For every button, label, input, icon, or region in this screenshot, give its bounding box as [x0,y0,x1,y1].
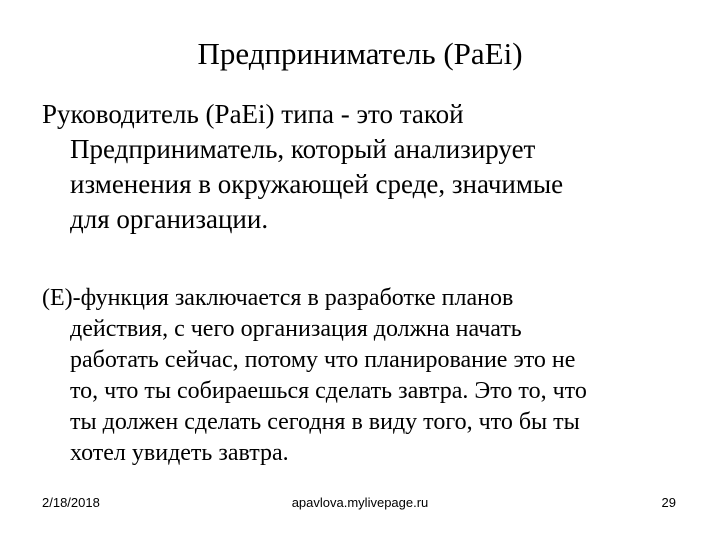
paragraph-line: хотел увидеть завтра. [70,440,289,466]
paragraph-line: работать сейчас, потому что планирование это не [70,347,576,373]
paragraph-line: для организации. [70,204,269,234]
paragraph-line: Предприниматель, который анализирует [70,134,536,164]
slide-title: Предприниматель (PaEi) [197,36,523,71]
page-number: 29 [661,495,676,510]
paragraph-entrepreneur-definition [42,97,702,237]
paragraph-line: (E)-функция заключается в разработке планов [42,285,514,311]
paragraph-line: Руководитель (PaEi) типа - это такой [42,99,464,129]
paragraph-line: ты должен сделать сегодня в виду того, что бы ты [70,409,580,435]
paragraph-line: изменения в окружающей среде, значимые [70,169,564,199]
paragraph-e-function [42,283,702,469]
footer-date: 2/18/2018 [42,495,100,510]
footer-site: apavlova.mylivepage.ru [291,495,429,510]
paragraph-line: то, что ты собираешься сделать завтра. Это то, что [70,378,587,404]
paragraph-line: действия, с чего организация должна начать [70,316,522,342]
